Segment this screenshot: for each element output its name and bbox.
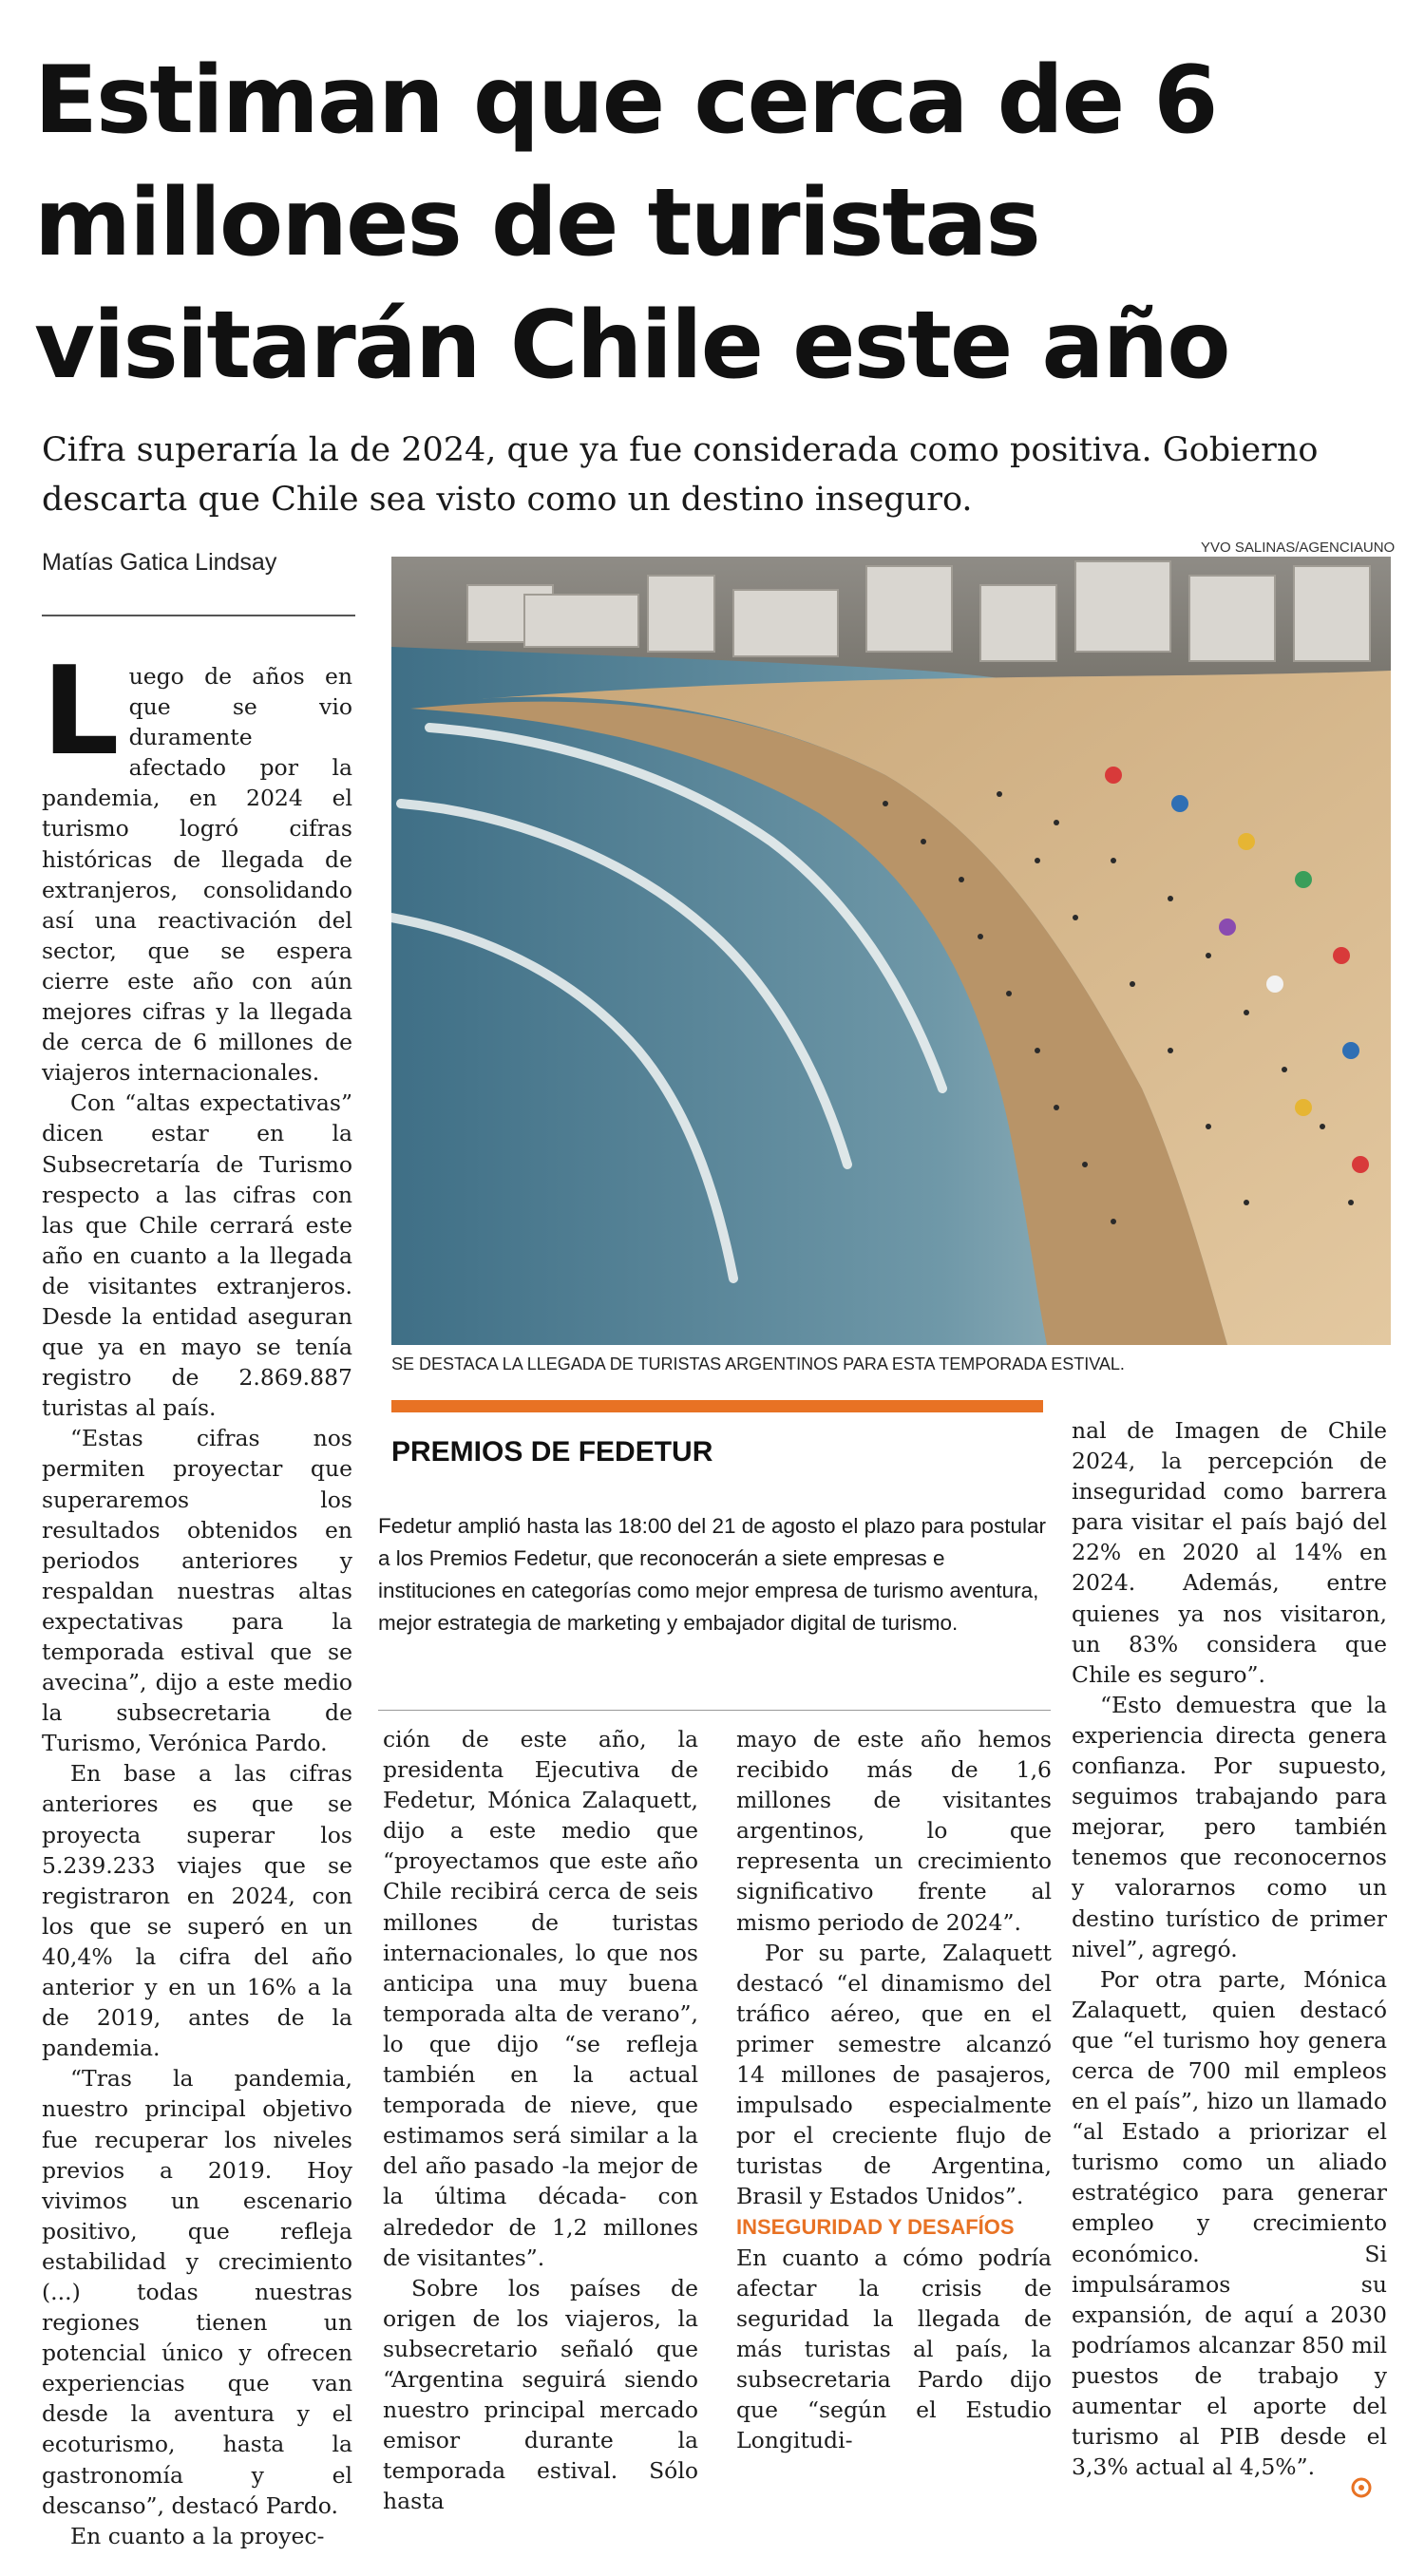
article-paragraph: En cuanto a cómo podría afectar la crisis de seguridad la llegada de más turistas al país, la subsecretaria Pardo dijo que “según el Estudio Longitudi- — [736, 2244, 1052, 2454]
sidebar-text: Fedetur amplió hasta las 18:00 del 21 de agosto el plazo para postular a los Premios Fedetur, que reconocerán a siete empresas e instituciones en categorías como mejor empresa de turismo aventura, mejor estrategia de marketing y embajador digital de turismo. — [378, 1514, 1046, 1635]
section-heading: INSEGURIDAD Y DESAFÍOS — [736, 2214, 1015, 2239]
article-paragraph: Luego de años en que se vio duramente afectado por la pandemia, en 2024 el turismo logró cifras históricas de llegada de extranjeros, consolidando así una reactivación del sector, que se espera cierre este año con aún mejores cifras y la llegada de cerca de 6 millones de viajeros internacionales. — [42, 641, 352, 1087]
article-column-4 — [1072, 1415, 1387, 2482]
article-paragraph: En base a las cifras anteriores es que se proyecta superar los 5.239.233 viajes que se registraron en 2024, con los que se superó en un 40,4% la cifra del año anterior y en un 16% a la de 2019, antes de la pandemia. — [42, 1760, 352, 2062]
article-paragraph: Sobre los países de origen de los viajeros, la subsecretario señaló que “Argentina seguirá siendo nuestro principal mercado emisor durante la temporada estival. Sólo hasta — [383, 2274, 698, 2515]
byline-divider — [42, 615, 355, 616]
drop-cap: L — [42, 641, 120, 783]
end-of-article-icon — [1351, 2477, 1372, 2498]
article-paragraph: nal de Imagen de Chile 2024, la percepción de inseguridad como barrera para visitar el país bajó del 22% en 2020 al 14% en 2024. Además, entre quienes ya nos visitaron, un 83% considera que Chile es seguro”. — [1072, 1417, 1387, 1688]
sidebar-divider — [378, 1710, 1051, 1711]
photo-credit: YVO SALINAS/AGENCIAUNO — [1201, 540, 1396, 556]
article-paragraph: “Tras la pandemia, nuestro principal objetivo fue recuperar los niveles previos a 2019. Hoy vivimos un escenario positivo, que refleja estabilidad y crecimiento (...) todas nuestras regiones tienen un potencial único y ofrecen experiencias que van desde la aventura y el ecoturismo, hasta la gastronomía y el descanso”, destacó Pardo. — [42, 2065, 352, 2519]
article-paragraph: “Esto demuestra que la experiencia directa genera confianza. Por supuesto, seguimos trabajando para mejorar, pero también tenemos que reconocernos y valorarnos como un destino turístico de primer nivel”, agregó. — [1072, 1691, 1387, 1962]
headline: Estiman que cerca de 6 millones de turistas visitarán Chile este año — [34, 47, 1229, 400]
article-paragraph: Con “altas expectativas” dicen estar en la Subsecretaría de Turismo respecto a las cifras con las que Chile cerrará este año en cuanto a la llegada de visitantes extranjeros. Desde la entidad aseguran que ya en mayo se tenía registro de 2.869.887 turistas al país. — [42, 1089, 352, 1422]
beach-crowd-illustration — [391, 557, 1391, 1345]
article-column-1 — [42, 641, 352, 2551]
article-paragraph: En cuanto a la proyec- — [70, 2522, 325, 2549]
article-column-2 — [383, 1724, 698, 2516]
article-paragraph: ción de este año, la presidenta Ejecutiva de Fedetur, Mónica Zalaquett, dijo a este medio que “proyectamos que este año Chile recibirá cerca de seis millones de turistas internacionales, lo que nos anticipa una muy buena temporada alta de verano”, lo que dijo “se refleja también en la actual temporada de nieve, que estimamos será similar a la del año pasado -la mejor de la última década- con alrededor de 1,2 millones de visitantes”. — [383, 1726, 698, 2271]
article-paragraph: “Estas cifras nos permiten proyectar que superaremos los resultados obtenidos en periodos anteriores y respaldan nuestras altas expectativas para la temporada estival que se avecina”, dijo a este medio la subsecretaria de Turismo, Verónica Pardo. — [42, 1425, 352, 1757]
byline: Matías Gatica Lindsay — [42, 549, 277, 576]
article-paragraph: mayo de este año hemos recibido más de 1,6 millones de visitantes argentinos, lo que representa un crecimiento significativo frente al mismo periodo de 2024”. — [736, 1726, 1052, 1936]
subheadline: Cifra superaría la de 2024, que ya fue considerada como positiva. Gobierno descarta que Chile sea visto como un destino inseguro. — [42, 431, 1319, 519]
article-paragraph: Por su parte, Zalaquett destacó “el dinamismo del tráfico aéreo, que en el primer semestre alcanzó 14 millones de pasajeros, impulsado especialmente por el creciente flujo de turistas de Argentina, Brasil y Estados Unidos”. — [736, 1939, 1052, 2210]
photo-caption: SE DESTACA LA LLEGADA DE TURISTAS ARGENTINOS PARA ESTA TEMPORADA ESTIVAL. — [391, 1354, 1125, 1373]
article-paragraph: Por otra parte, Mónica Zalaquett, quien destacó que “el turismo hoy genera cerca de 700 mil empleos en el país”, hizo un llamado “al Estado a priorizar el turismo como un aliado estratégico para generar empleo y crecimiento económico. Si impulsáramos su expansión, de aquí a 2030 podríamos alcanzar 850 mil puestos de trabajo y aumentar el aporte del turismo al PIB desde el 3,3% actual al 4,5%”. — [1072, 1965, 1387, 2481]
sidebar-accent-bar — [391, 1400, 1043, 1412]
beach-photo — [391, 557, 1391, 1345]
sidebar-title: PREMIOS DE FEDETUR — [391, 1436, 713, 1468]
article-column-3 — [736, 1724, 1052, 2455]
